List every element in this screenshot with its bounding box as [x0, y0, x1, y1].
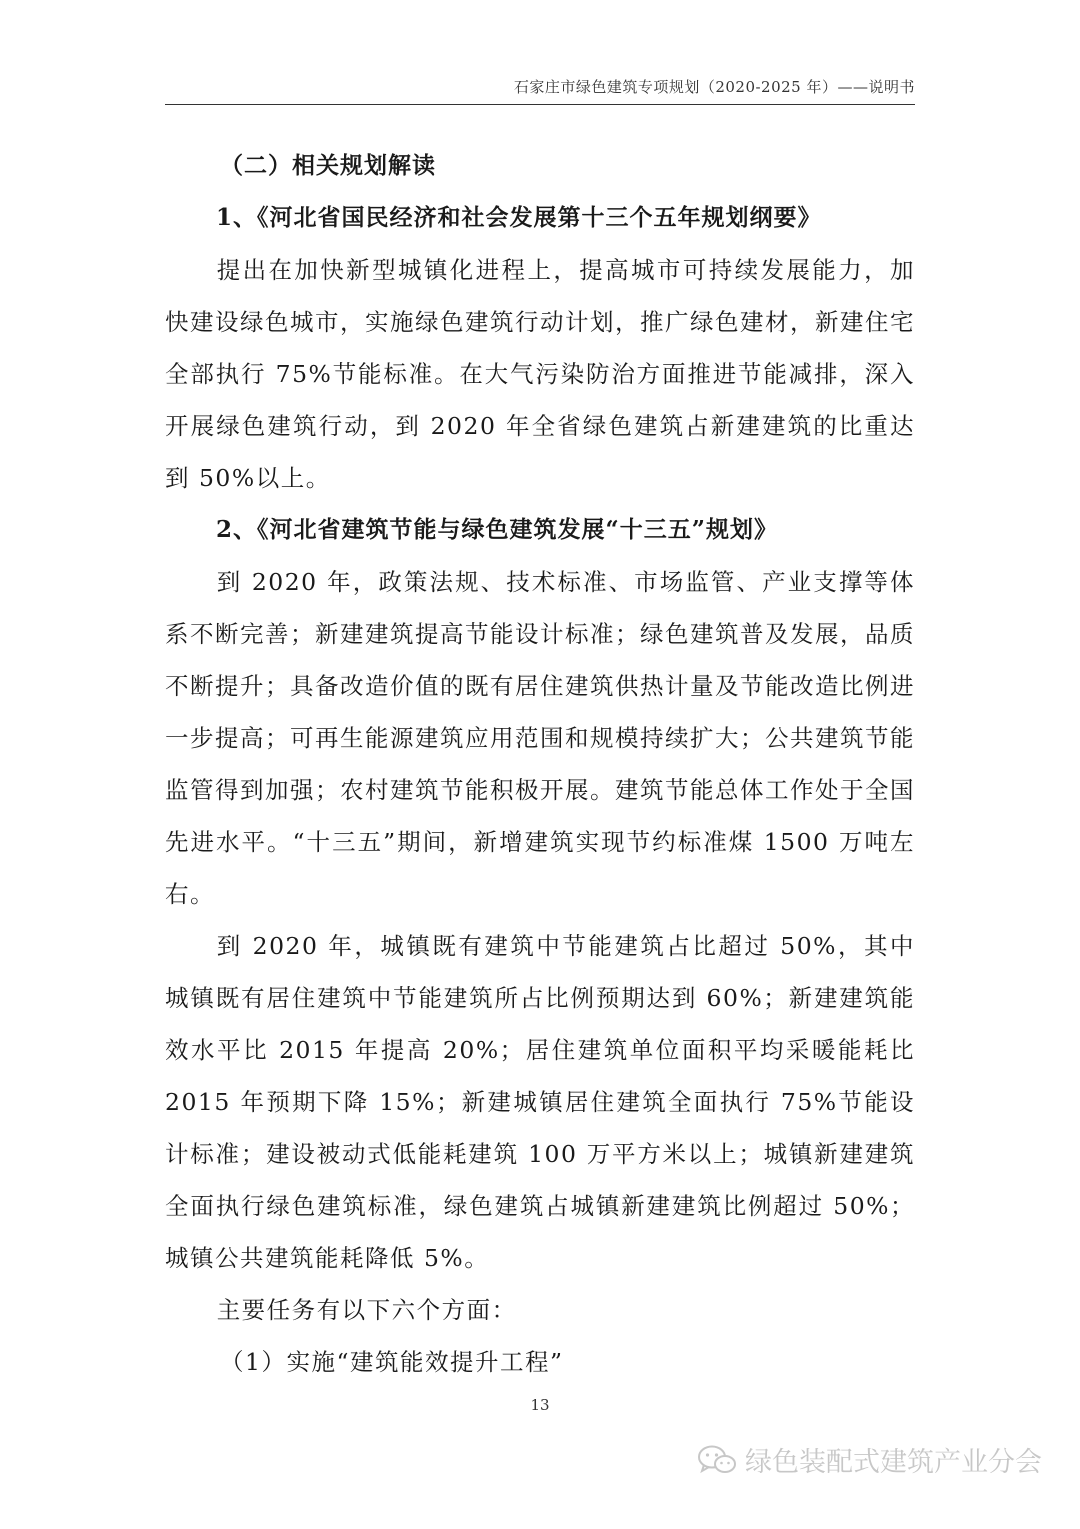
wechat-icon — [697, 1444, 737, 1476]
subsection-title-2: 2、《河北省建筑节能与绿色建筑发展“十三五”规划》 — [216, 516, 778, 543]
paragraph-3: 到 2020 年，城镇既有建筑中节能建筑占比超过 50%，其中城镇既有居住建筑中节能建筑所占比例预期达到 60%；新建建筑能效水平比 2015 年提高 20%；居住建筑单位面积平均采暖能耗比 2015 年预期下降 15%；新建城镇居住建筑全面执行 75%节能设计标准；建设被动式低能耗建筑 100 万平方米以上；城镇新建建筑全面执行绿色建筑标准，绿色建筑占城镇新建建筑比例超过 50%；城镇公共建筑能耗降低 5%。 — [165, 932, 915, 1272]
paragraph-2: 到 2020 年，政策法规、技术标准、市场监管、产业支撑等体系不断完善；新建建筑提高节能设计标准；绿色建筑普及发展，品质不断提升；具备改造价值的既有居住建筑供热计量及节能改造比例进一步提高；可再生能源建筑应用范围和规模持续扩大；公共建筑节能监管得到加强；农村建筑节能积极开展。建筑节能总体工作处于全国先进水平。“十三五”期间，新增建筑实现节约标准煤 1500 万吨左右。 — [165, 568, 915, 908]
header-title: 石家庄市绿色建筑专项规划（2020-2025 年）——说明书 — [513, 78, 915, 96]
watermark — [697, 1440, 1042, 1479]
subsection-title-1: 1、《河北省国民经济和社会发展第十三个五年规划纲要》 — [216, 204, 822, 231]
paragraph-1: 提出在加快新型城镇化进程上，提高城市可持续发展能力，加快建设绿色城市，实施绿色建筑行动计划，推广绿色建材，新建住宅全部执行 75%节能标准。在大气污染防治方面推进节能减排，深入开展绿色建筑行动，到 2020 年全省绿色建筑占新建建筑的比重达到 50%以上。 — [165, 256, 915, 492]
task-item-1: （1）实施“建筑能效提升工程” — [220, 1348, 564, 1376]
watermark-text: 绿色装配式建筑产业分会 — [745, 1447, 1042, 1478]
document-body — [165, 140, 915, 1388]
paragraph-4: 主要任务有以下六个方面： — [216, 1296, 517, 1324]
page-number: 13 — [530, 1396, 550, 1414]
page-header — [165, 76, 915, 105]
section-title: （二）相关规划解读 — [220, 152, 436, 179]
